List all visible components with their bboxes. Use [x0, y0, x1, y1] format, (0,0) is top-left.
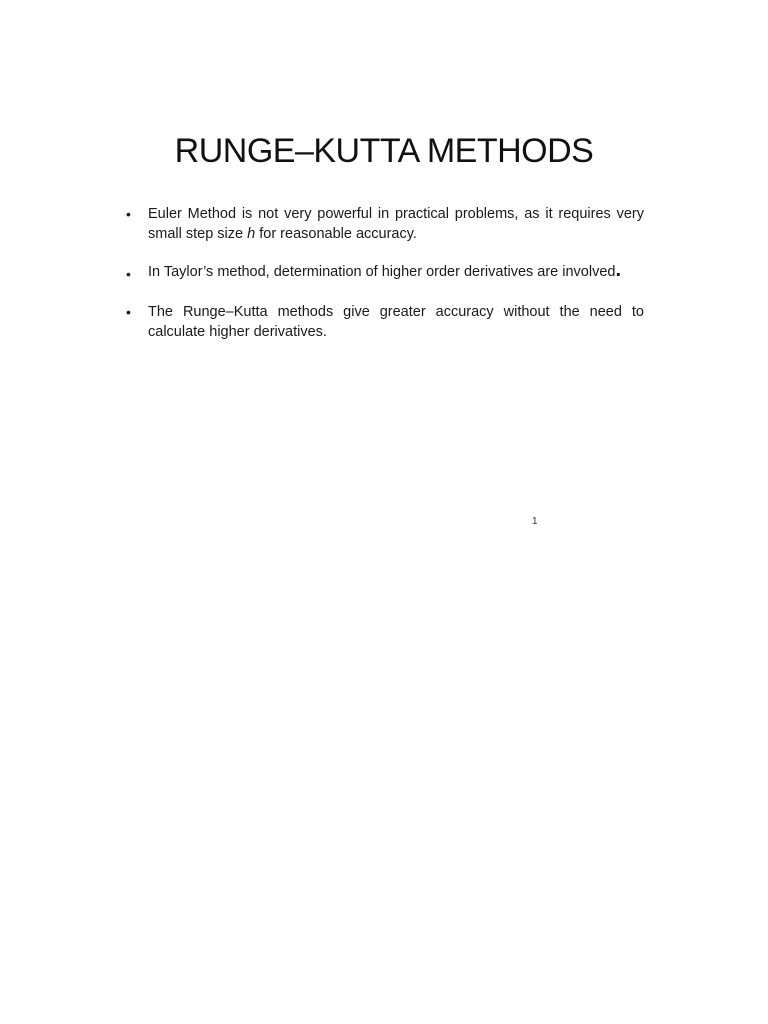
- bullet-dot-icon: •: [126, 304, 131, 320]
- bullet-text-part: Euler Method is not very powerful in practical problems, as it requires very small step size: [148, 206, 644, 242]
- bullet-text: In Taylor’s method, determination of higher order derivatives are involved: [148, 264, 616, 280]
- step-size-variable: h: [247, 226, 256, 242]
- bullet-dot-icon: •: [126, 266, 131, 282]
- slide-title: RUNGE–KUTTA METHODS: [174, 132, 594, 170]
- bullet-text-part: for reasonable accuracy.: [255, 226, 417, 242]
- bullet-item-taylor: [126, 256, 644, 286]
- page-number: 1: [532, 516, 538, 527]
- bullet-period: .: [615, 259, 622, 281]
- bullet-text: The Runge–Kutta methods give greater accuracy without the need to calculate higher derivatives.: [148, 304, 644, 340]
- bullet-list: [126, 204, 644, 342]
- bullet-dot-icon: •: [126, 206, 131, 222]
- bullet-item-euler: [126, 204, 644, 244]
- bullet-item-runge-kutta: [126, 302, 644, 342]
